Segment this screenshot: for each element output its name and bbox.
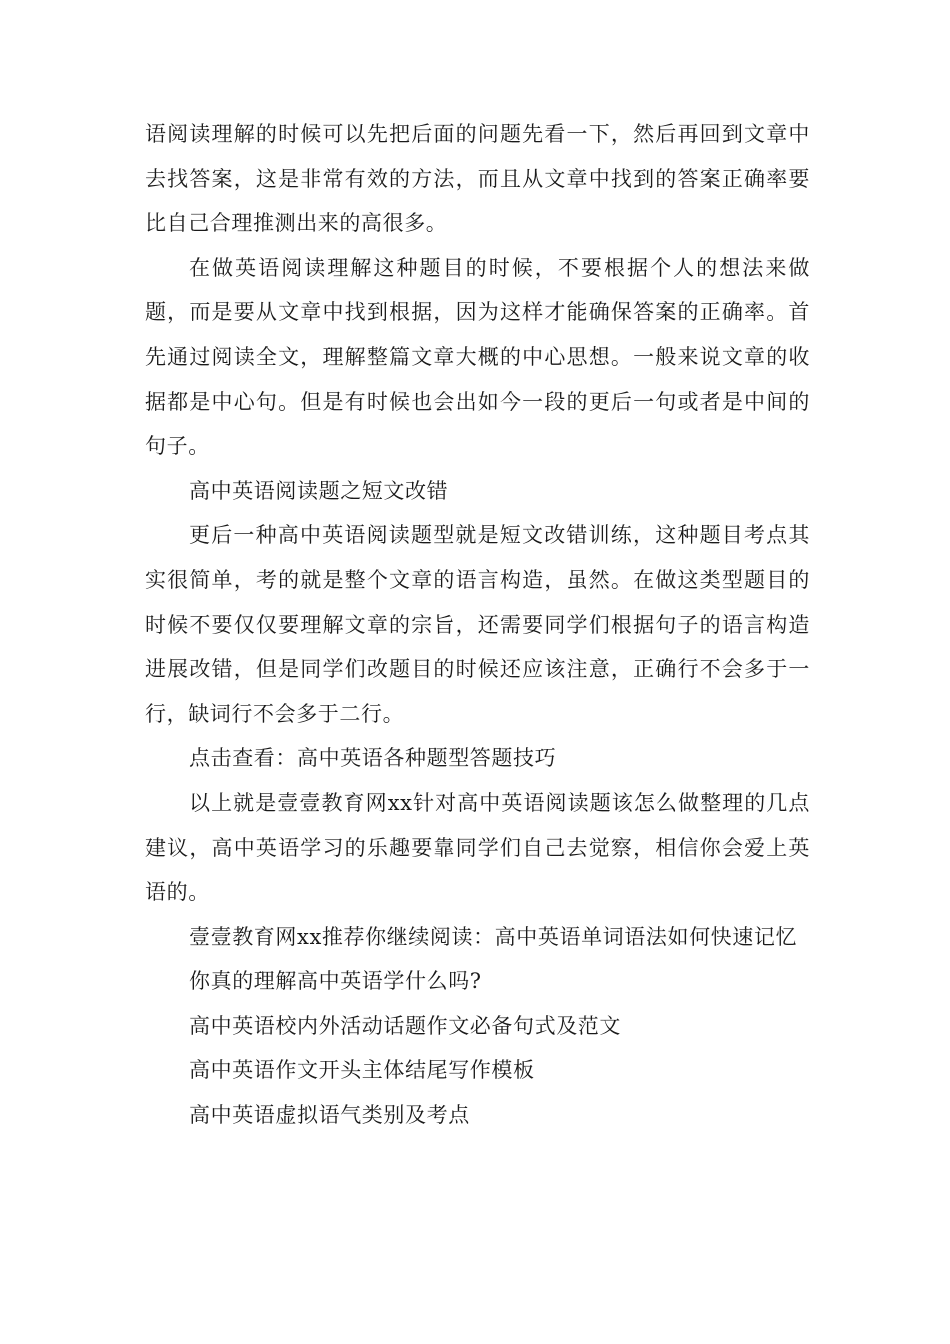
paragraph-reading-method: 在做英语阅读理解这种题目的时候，不要根据个人的想法来做题，而是要从文章中找到根据，因为这样才能确保答案的正确率。首先通过阅读全文，理解整篇文章大概的中心思想。一般来说文章的收据都是中心句。但是有时候也会出如今一段的更后一句或者是中间的句子。 [145, 255, 810, 459]
related-link-what-to-learn[interactable]: 你真的理解高中英语学什么吗? [189, 969, 482, 994]
document-page [145, 112, 810, 1138]
link-continue-reading[interactable]: 壹壹教育网xx推荐你继续阅读：高中英语单词语法如何快速记忆 [189, 924, 798, 949]
related-link-subjunctive-mood[interactable]: 高中英语虚拟语气类别及考点 [189, 1103, 470, 1128]
paragraph-summary: 以上就是壹壹教育网xx针对高中英语阅读题该怎么做整理的几点建议，高中英语学习的乐趣要靠同学们自己去觉察，相信你会爱上英语的。 [145, 790, 810, 905]
related-link-activity-essay[interactable]: 高中英语校内外活动话题作文必备句式及范文 [189, 1013, 621, 1038]
related-link-essay-template[interactable]: 高中英语作文开头主体结尾写作模板 [189, 1058, 535, 1083]
paragraph-reading-tips: 语阅读理解的时候可以先把后面的问题先看一下，然后再回到文章中去找答案，这是非常有效的方法，而且从文章中找到的答案正确率要比自己合理推测出来的高很多。 [145, 122, 810, 236]
section-heading-error-correction: 高中英语阅读题之短文改错 [189, 478, 449, 503]
link-view-answer-tips[interactable]: 点击查看：高中英语各种题型答题技巧 [189, 746, 557, 771]
paragraph-error-correction: 更后一种高中英语阅读题型就是短文改错训练，这种题目考点其实很简单，考的就是整个文章的语言构造，虽然。在做这类型题目的时候不要仅仅要理解文章的宗旨，还需要同学们根据句子的语言构造进展改错，但是同学们改题目的时候还应该注意，正确行不会多于一行，缺词行不会多于二行。 [145, 523, 810, 726]
